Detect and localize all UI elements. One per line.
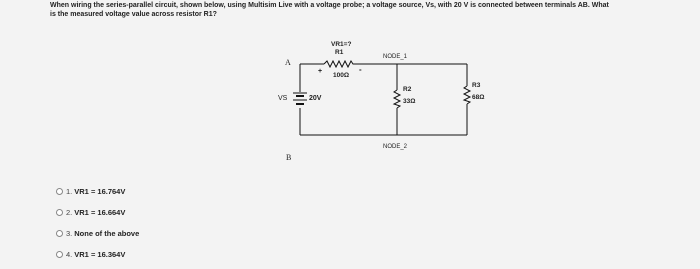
- battery-symbol: [293, 93, 307, 104]
- option-3[interactable]: [56, 223, 139, 244]
- r1-minus: -: [359, 65, 362, 74]
- resistor-r3-symbol: [464, 86, 470, 104]
- r1-label: R1: [335, 49, 344, 56]
- node-2-label: NODE_2: [383, 144, 408, 150]
- r3-value: 68Ω: [472, 94, 485, 101]
- option-1-text: VR1 = 16.764V: [74, 187, 126, 196]
- question-line-2: is the measured voltage value across resistor R1?: [50, 10, 217, 18]
- terminal-b-label: B: [286, 153, 292, 162]
- r1-plus: +: [318, 68, 323, 75]
- option-3-number: 3.: [66, 229, 73, 238]
- option-4-number: 4.: [66, 250, 73, 259]
- option-1[interactable]: [56, 181, 139, 202]
- option-3-radio[interactable]: [56, 230, 63, 237]
- option-4[interactable]: [56, 244, 139, 265]
- resistor-r1-symbol: [324, 61, 356, 67]
- r3-label: R3: [472, 82, 481, 89]
- option-4-radio[interactable]: [56, 251, 63, 258]
- option-2-text: VR1 = 16.664V: [74, 208, 126, 217]
- r2-value: 33Ω: [403, 98, 416, 105]
- terminal-a-label: A: [285, 58, 291, 67]
- r2-label: R2: [403, 86, 412, 93]
- answer-options: [56, 181, 139, 265]
- question-line-1: When wiring the series-parallel circuit, shown below, using Multisim Live with a voltage probe; a voltage source, Vs, with 20 V is connected between terminals AB. What: [50, 2, 609, 9]
- r1-value: 100Ω: [333, 72, 350, 79]
- node-1-label: NODE_1: [383, 54, 408, 60]
- option-3-text: None of the above: [74, 229, 140, 238]
- option-2-number: 2.: [66, 208, 73, 217]
- option-2[interactable]: [56, 202, 139, 223]
- option-4-text: VR1 = 16.364V: [74, 250, 126, 259]
- source-value: 20V: [309, 95, 322, 102]
- probe-label: VR1=?: [331, 41, 352, 48]
- option-1-radio[interactable]: [56, 188, 63, 195]
- resistor-r2-symbol: [394, 90, 400, 108]
- option-1-number: 1.: [66, 187, 73, 196]
- source-label: VS: [278, 95, 288, 102]
- option-2-radio[interactable]: [56, 209, 63, 216]
